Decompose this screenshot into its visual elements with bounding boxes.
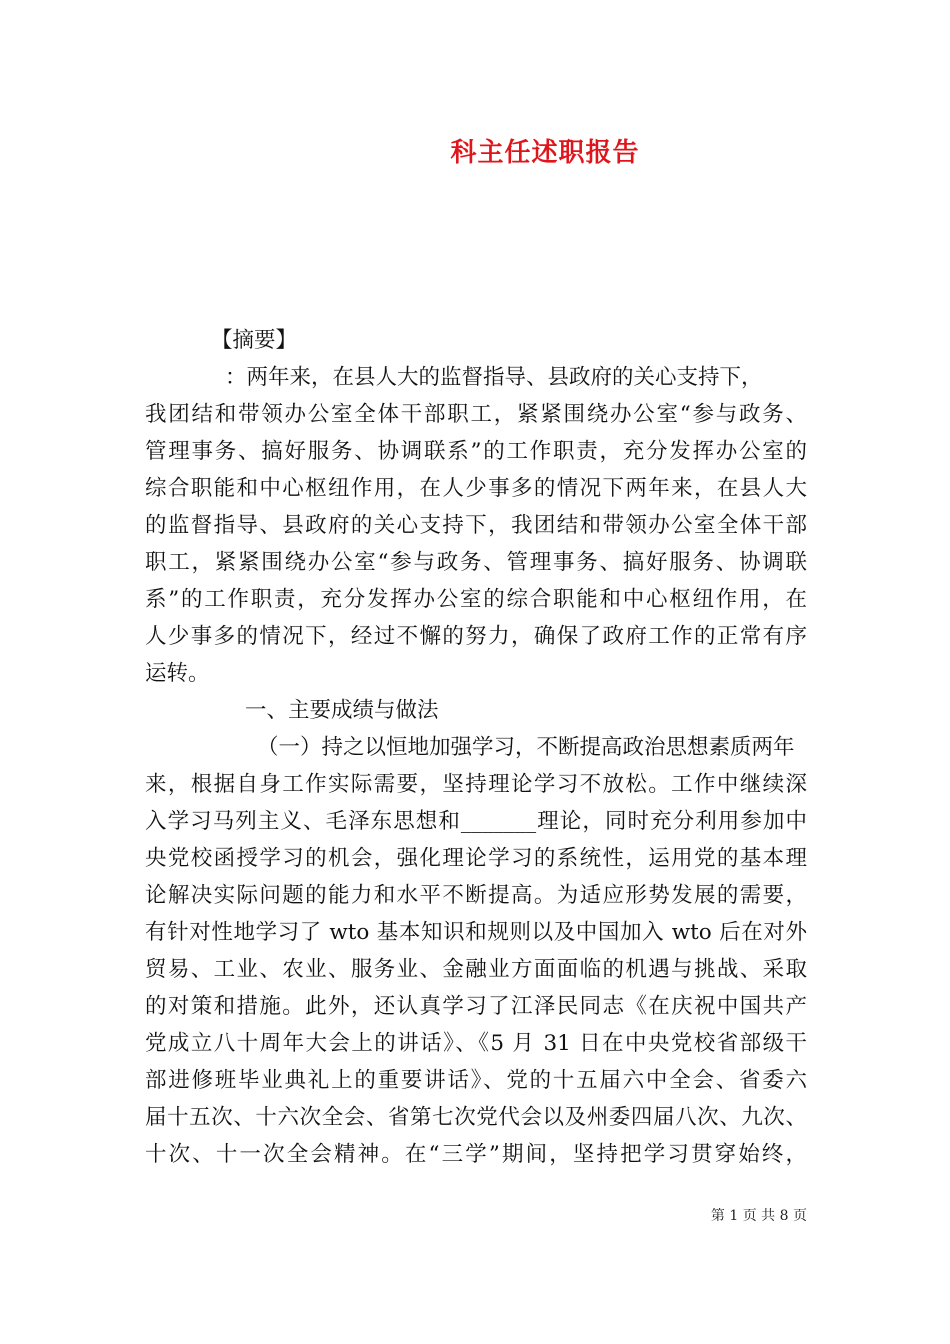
paragraph-line: （一）持之以恒地加强学习，不断提高政治思想素质两年 — [257, 735, 795, 760]
document-body — [145, 322, 807, 1173]
paragraph-line: 综合职能和中心枢纽作用，在人少事多的情况下两年来，在县人大 — [145, 476, 807, 501]
paragraph-line: 十次、十一次全会精神。在“三学”期间，坚持把学习贯穿始终， — [145, 1142, 807, 1167]
paragraph-line: 管理事务、搞好服务、协调联系”的工作职责，充分发挥办公室的 — [145, 439, 807, 464]
paragraph-line: 的对策和措施。此外，还认真学习了江泽民同志《在庆祝中国共产 — [145, 994, 807, 1019]
paragraph-line: 我团结和带领办公室全体干部职工，紧紧围绕办公室“参与政务、 — [145, 402, 807, 427]
document-title: 科主任述职报告 — [450, 138, 640, 168]
paragraph-line: 一、主要成绩与做法 — [245, 698, 439, 723]
paragraph-line: 贸易、工业、农业、服务业、金融业方面面临的机遇与挑战、采取 — [145, 957, 807, 982]
paragraph-line: 运转。 — [145, 661, 210, 686]
paragraph-line: ：两年来，在县人大的监督指导、县政府的关心支持下， — [225, 365, 763, 390]
page-number-footer: 第 1 页 共 8 页 — [710, 1208, 807, 1224]
paragraph-line: 系”的工作职责，充分发挥办公室的综合职能和中心枢纽作用，在 — [145, 587, 807, 612]
paragraph-line: 入学习马列主义、毛泽东思想和_______理论，同时充分利用参加中 — [145, 809, 807, 834]
paragraph-line: 人少事多的情况下，经过不懈的努力，确保了政府工作的正常有序 — [145, 624, 807, 649]
paragraph-line: 论解决实际问题的能力和水平不断提高。为适应形势发展的需要， — [145, 883, 807, 908]
paragraph-line: 央党校函授学习的机会，强化理论学习的系统性，运用党的基本理 — [145, 846, 807, 871]
paragraph-line: 【摘要】 — [211, 328, 298, 353]
paragraph-line: 有针对性地学习了 wto 基本知识和规则以及中国加入 wto 后在对外 — [145, 920, 807, 945]
paragraph-line: 部进修班毕业典礼上的重要讲话》、党的十五届六中全会、省委六 — [145, 1068, 807, 1093]
paragraph-line: 来，根据自身工作实际需要，坚持理论学习不放松。工作中继续深 — [145, 772, 807, 797]
paragraph-line: 党成立八十周年大会上的讲话》、《5 月 31 日在中央党校省部级干 — [145, 1031, 807, 1056]
paragraph-line: 届十五次、十六次全会、省第七次党代会以及州委四届八次、九次、 — [145, 1105, 807, 1130]
paragraph-line: 职工，紧紧围绕办公室“参与政务、管理事务、搞好服务、协调联 — [145, 550, 807, 575]
paragraph-line: 的监督指导、县政府的关心支持下，我团结和带领办公室全体干部 — [145, 513, 807, 538]
